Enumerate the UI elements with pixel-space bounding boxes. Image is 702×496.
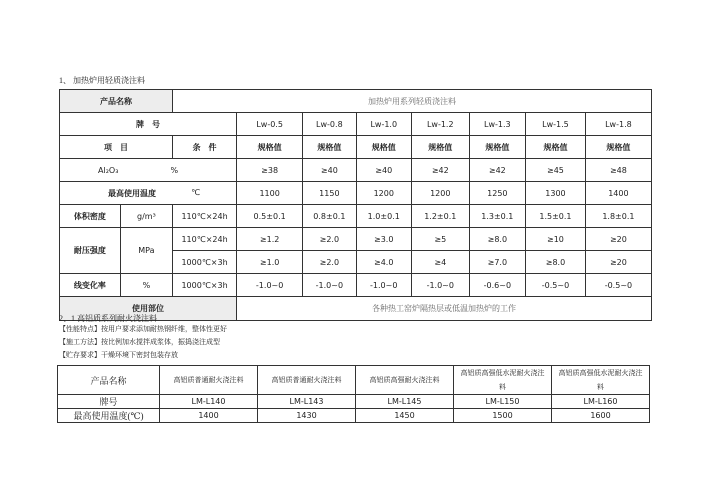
condition-cell: 1000℃×3h: [173, 274, 237, 297]
spec-label: 规格值: [585, 136, 651, 159]
value-cell: 0.5±0.1: [237, 205, 303, 228]
value-cell: ≥3.0: [356, 228, 411, 251]
table-row: [60, 228, 652, 251]
value-cell: -1.0~0: [237, 274, 303, 297]
value-cell: 1100: [237, 182, 303, 205]
product-name-label: 产品名称: [60, 90, 173, 113]
brand-cell: Lw-1.3: [469, 113, 526, 136]
brand-cell: Lw-1.0: [356, 113, 411, 136]
brand-cell: LM-L150: [454, 395, 552, 409]
header-cell: 高铝质普通耐火浇注料: [258, 366, 356, 395]
brand-cell: Lw-0.5: [237, 113, 303, 136]
value-cell: -1.0~0: [411, 274, 469, 297]
value-cell: 1500: [454, 409, 552, 423]
table-row: [58, 366, 650, 395]
strength-unit: MPa: [120, 228, 172, 274]
note-line: 【施工方法】按比例加水搅拌成浆体，振捣浇注成型: [59, 338, 220, 346]
density-unit: g/m³: [120, 205, 172, 228]
linear-change-unit: %: [120, 274, 172, 297]
high-alumina-castable-table: [57, 365, 650, 423]
value-cell: 1200: [411, 182, 469, 205]
condition-cell: 1000℃×3h: [173, 251, 237, 274]
value-cell: ≥40: [303, 159, 356, 182]
value-cell: 1150: [303, 182, 356, 205]
value-cell: -0.6~0: [469, 274, 526, 297]
value-cell: ≥1.0: [237, 251, 303, 274]
max-temp-label: 最高使用温度(℃): [58, 409, 160, 423]
value-cell: ≥2.0: [303, 228, 356, 251]
brand-cell: Lw-1.5: [526, 113, 586, 136]
item-label: 项 目: [60, 136, 173, 159]
condition-cell: 110℃×24h: [173, 228, 237, 251]
condition-cell: 110℃×24h: [173, 205, 237, 228]
value-cell: 1430: [258, 409, 356, 423]
value-cell: 1200: [356, 182, 411, 205]
product-name-value: 加热炉用系列轻质浇注料: [173, 90, 652, 113]
usage-value: 各种热工窑炉隔热层或低温加热炉的工作: [237, 297, 652, 321]
value-cell: ≥38: [237, 159, 303, 182]
brand-cell: Lw-1.8: [585, 113, 651, 136]
value-cell: -1.0~0: [303, 274, 356, 297]
brand-cell: Lw-1.2: [411, 113, 469, 136]
lightweight-castable-table: [59, 89, 652, 321]
linear-change-label: 线变化率: [60, 274, 121, 297]
value-cell: ≥1.2: [237, 228, 303, 251]
header-cell: 产品名称: [58, 366, 160, 395]
header-cell: 高铝质高强低水泥耐火浇注料: [454, 366, 552, 395]
value-cell: 1250: [469, 182, 526, 205]
al2o3-label: Al₂O₃ %: [60, 159, 237, 182]
value-cell: ≥20: [585, 228, 651, 251]
value-cell: 0.8±0.1: [303, 205, 356, 228]
value-cell: -1.0~0: [356, 274, 411, 297]
value-cell: ≥42: [469, 159, 526, 182]
value-cell: ≥40: [356, 159, 411, 182]
note-line: 【性能特点】按用户要求添加耐热钢纤维，整体性更好: [59, 325, 227, 333]
table-row: [60, 205, 652, 228]
table-row: [58, 395, 650, 409]
value-cell: ≥4.0: [356, 251, 411, 274]
table-row: [60, 90, 652, 113]
value-cell: 1600: [552, 409, 650, 423]
spec-label: 规格值: [411, 136, 469, 159]
table-row: [60, 159, 652, 182]
brand-cell: LM-L160: [552, 395, 650, 409]
density-label: 体积密度: [60, 205, 121, 228]
max-temp-label: 最高使用温度 ℃: [60, 182, 237, 205]
value-cell: ≥10: [526, 228, 586, 251]
note-line: 【贮存要求】干燥环境下密封包装存放: [59, 351, 178, 359]
section2-heading: 2、1 高铝质系列耐火浇注料: [59, 314, 157, 323]
value-cell: 1.8±0.1: [585, 205, 651, 228]
brand-cell: LM-L143: [258, 395, 356, 409]
value-cell: ≥8.0: [469, 228, 526, 251]
value-cell: ≥7.0: [469, 251, 526, 274]
value-cell: -0.5~0: [526, 274, 586, 297]
table-row: [60, 113, 652, 136]
value-cell: ≥45: [526, 159, 586, 182]
value-cell: 1.3±0.1: [469, 205, 526, 228]
value-cell: ≥48: [585, 159, 651, 182]
value-cell: 1450: [356, 409, 454, 423]
table-row: [60, 182, 652, 205]
table-row: [58, 409, 650, 423]
spec-label: 规格值: [356, 136, 411, 159]
brand-cell: LM-L145: [356, 395, 454, 409]
brand-label: 牌号: [58, 395, 160, 409]
value-cell: -0.5~0: [585, 274, 651, 297]
value-cell: ≥2.0: [303, 251, 356, 274]
table-row: [60, 136, 652, 159]
strength-label: 耐压强度: [60, 228, 121, 274]
value-cell: 1.0±0.1: [356, 205, 411, 228]
header-cell: 高铝质普通耐火浇注料: [160, 366, 258, 395]
value-cell: ≥4: [411, 251, 469, 274]
section1-heading: 1、 加热炉用轻质浇注料: [59, 76, 145, 85]
spec-label: 规格值: [469, 136, 526, 159]
usage-label: 使用部位: [60, 297, 237, 321]
header-cell: 高铝质高强耐火浇注料: [356, 366, 454, 395]
spec-label: 规格值: [237, 136, 303, 159]
value-cell: 1400: [160, 409, 258, 423]
spec-label: 规格值: [303, 136, 356, 159]
value-cell: 1300: [526, 182, 586, 205]
brand-cell: Lw-0.8: [303, 113, 356, 136]
value-cell: ≥42: [411, 159, 469, 182]
value-cell: ≥8.0: [526, 251, 586, 274]
condition-label: 条 件: [173, 136, 237, 159]
value-cell: ≥5: [411, 228, 469, 251]
value-cell: 1400: [585, 182, 651, 205]
value-cell: ≥20: [585, 251, 651, 274]
header-cell: 高铝质高强低水泥耐火浇注料: [552, 366, 650, 395]
value-cell: 1.5±0.1: [526, 205, 586, 228]
table-row: [60, 274, 652, 297]
value-cell: 1.2±0.1: [411, 205, 469, 228]
spec-label: 规格值: [526, 136, 586, 159]
brand-label: 牌 号: [60, 113, 237, 136]
brand-cell: LM-L140: [160, 395, 258, 409]
